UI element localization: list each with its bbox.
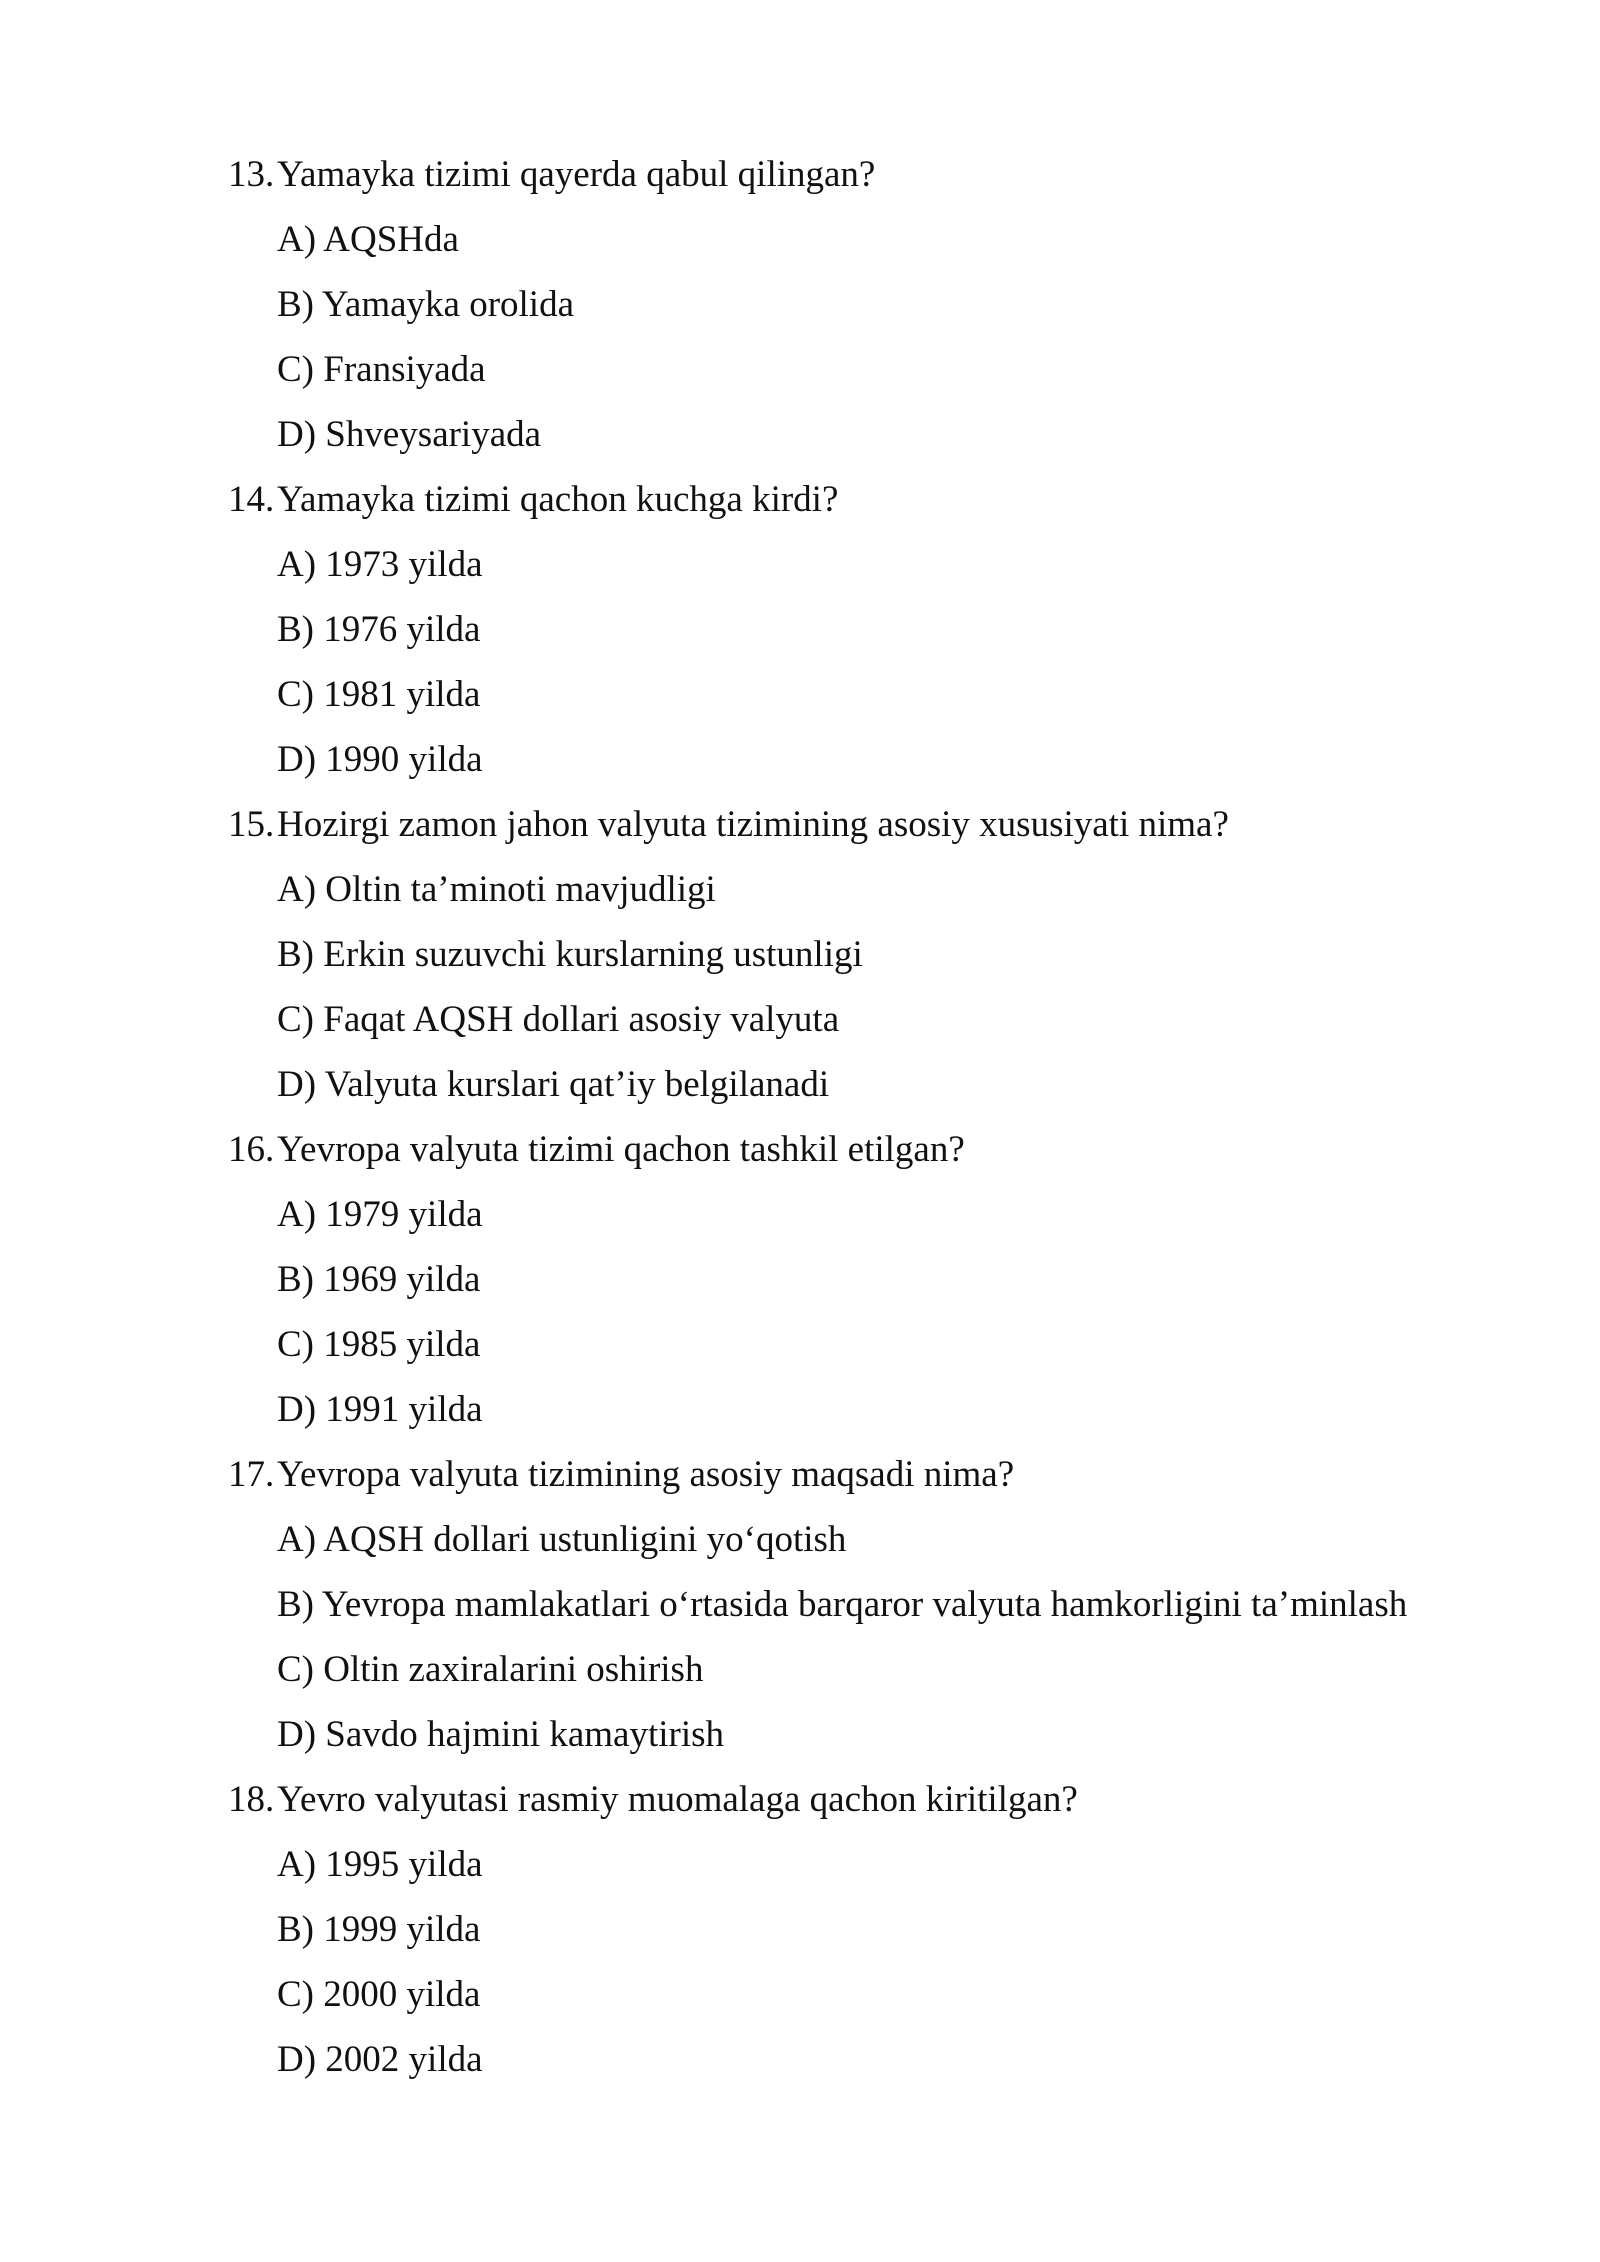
answer-option-b: B) 1969 yilda (277, 1259, 481, 1300)
answer-option-c: C) 2000 yilda (277, 1974, 481, 2015)
answer-option-b: B) 1999 yilda (277, 1909, 481, 1950)
answer-option-c: C) Fransiyada (277, 349, 486, 390)
question-stem (228, 142, 1528, 207)
answer-option-c: C) Oltin zaxiralarini oshirish (277, 1649, 704, 1690)
question-text: Yamayka tizimi qayerda qabul qilingan? (277, 154, 876, 195)
question-13 (228, 142, 1528, 467)
question-number: 16. (228, 1129, 275, 1170)
answer-option-c: C) Faqat AQSH dollari asosiy valyuta (277, 999, 840, 1040)
question-stem (228, 467, 1528, 532)
answer-option-d: D) 1991 yilda (277, 1389, 483, 1430)
answer-option-d: D) 1990 yilda (277, 739, 483, 780)
answer-option-c: C) 1981 yilda (277, 674, 481, 715)
question-16 (228, 1117, 1528, 1442)
answer-option-b: B) Yamayka orolida (277, 284, 574, 325)
answer-option-a: A) 1973 yilda (277, 544, 483, 585)
answer-option-b: B) Yevropa mamlakatlari o‘rtasida barqaror valyuta hamkorligini ta’minlash (277, 1584, 1408, 1625)
question-14 (228, 467, 1528, 792)
answer-option-d: D) 2002 yilda (277, 2039, 483, 2080)
question-18 (228, 1767, 1528, 2092)
answer-option-a: A) AQSHda (277, 219, 459, 260)
question-number: 17. (228, 1454, 275, 1495)
question-text: Yevropa valyuta tizimi qachon tashkil etilgan? (277, 1129, 965, 1170)
question-stem (228, 1117, 1528, 1182)
question-text: Yevro valyutasi rasmiy muomalaga qachon kiritilgan? (277, 1779, 1078, 1820)
answer-option-c: C) 1985 yilda (277, 1324, 481, 1365)
question-stem (228, 1767, 1528, 1832)
answer-option-d: D) Savdo hajmini kamaytirish (277, 1714, 725, 1755)
question-text: Hozirgi zamon jahon valyuta tizimining asosiy xususiyati nima? (277, 804, 1229, 845)
answer-option-d: D) Valyuta kurslari qat’iy belgilanadi (277, 1064, 830, 1105)
answer-option-a: A) Oltin ta’minoti mavjudligi (277, 869, 716, 910)
question-stem (228, 1442, 1528, 1507)
question-stem (228, 792, 1528, 857)
answer-option-d: D) Shveysariyada (277, 414, 542, 455)
answer-option-b: B) 1976 yilda (277, 609, 481, 650)
question-17 (228, 1442, 1528, 1767)
answer-option-b: B) Erkin suzuvchi kurslarning ustunligi (277, 934, 863, 975)
answer-option-a: A) 1979 yilda (277, 1194, 483, 1235)
question-text: Yevropa valyuta tizimining asosiy maqsadi nima? (277, 1454, 1015, 1495)
question-number: 13. (228, 154, 275, 195)
question-15 (228, 792, 1528, 1117)
answer-option-a: A) 1995 yilda (277, 1844, 483, 1885)
question-number: 14. (228, 479, 275, 520)
question-number: 15. (228, 804, 275, 845)
question-text: Yamayka tizimi qachon kuchga kirdi? (277, 479, 839, 520)
answer-option-a: A) AQSH dollari ustunligini yo‘qotish (277, 1519, 847, 1560)
question-list (228, 142, 1528, 2092)
question-number: 18. (228, 1779, 275, 1820)
